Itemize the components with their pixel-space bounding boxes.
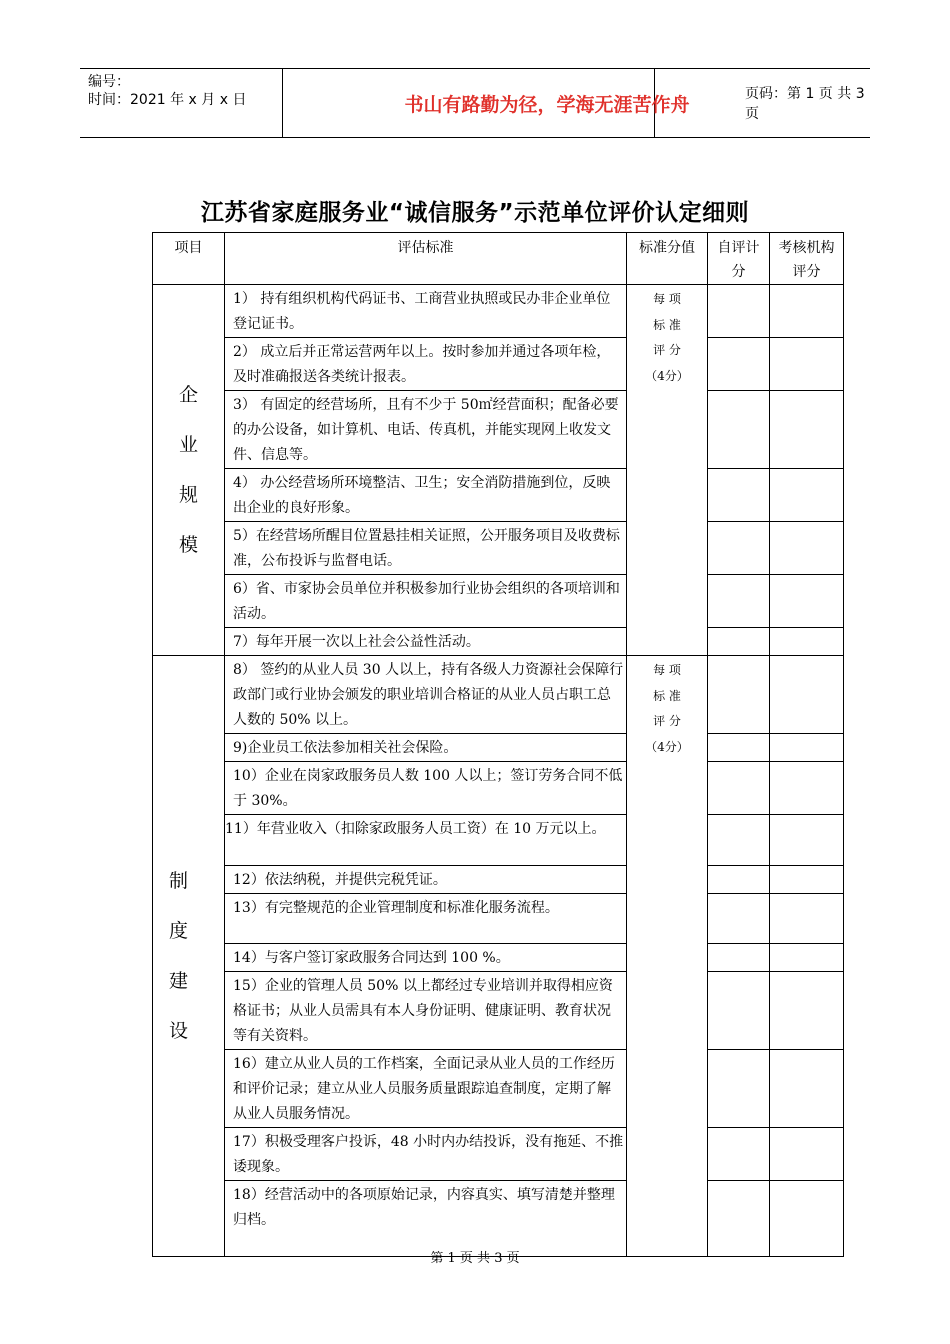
self-score-cell[interactable]: [708, 575, 770, 628]
criteria-cell: 11）年营业收入（扣除家政服务人员工资）在 10 万元以上。: [225, 815, 627, 866]
self-score-cell[interactable]: [708, 1181, 770, 1257]
self-score-cell[interactable]: [708, 1050, 770, 1128]
evaluation-table: [152, 232, 844, 1257]
criteria-cell: 8） 签约的从业人员 30 人以上，持有各级人力资源社会保障行政部门或行业协会颁发的职业培训合格证的从业人员占职工总人数的 50% 以上。: [225, 656, 627, 734]
doc-number-label: 编号：: [88, 74, 130, 90]
table-row: [153, 972, 844, 1050]
table-row: [153, 656, 844, 734]
review-score-cell[interactable]: [770, 894, 844, 944]
criteria-cell: 3） 有固定的经营场所，且有不少于 50㎡经营面积；配备必要的办公设备，如计算机、电话、传真机，并能实现网上收发文件、信息等。: [225, 391, 627, 469]
review-score-cell[interactable]: [770, 338, 844, 391]
header-criteria: 评估标准: [225, 233, 627, 285]
doc-date-label: 时间：2021 年 x 月 x 日: [88, 92, 247, 108]
self-score-cell[interactable]: [708, 628, 770, 656]
table-row: [153, 762, 844, 815]
criteria-cell: 16）建立从业人员的工作档案，全面记录从业人员的工作经历和评价记录；建立从业人员服务质量跟踪追查制度，定期了解从业人员服务情况。: [225, 1050, 627, 1128]
self-score-cell[interactable]: [708, 338, 770, 391]
review-score-cell[interactable]: [770, 391, 844, 469]
review-score-cell[interactable]: [770, 1128, 844, 1181]
criteria-cell: 9)企业员工依法参加相关社会保险。: [225, 734, 627, 762]
document-title: 江苏省家庭服务业“诚信服务”示范单位评价认定细则: [200, 200, 750, 226]
criteria-cell: 4） 办公经营场所环境整洁、卫生；安全消防措施到位，反映出企业的良好形象。: [225, 469, 627, 522]
header-meta: [88, 73, 278, 109]
table-row: [153, 894, 844, 944]
review-score-cell[interactable]: [770, 469, 844, 522]
criteria-cell: 6）省、市家协会员单位并积极参加行业协会组织的各项培训和活动。: [225, 575, 627, 628]
self-score-cell[interactable]: [708, 762, 770, 815]
category-system-building: 制 度 建 设: [153, 656, 225, 1257]
header-std-score: 标准分值: [627, 233, 708, 285]
table-header-row: [153, 233, 844, 285]
review-score-cell[interactable]: [770, 1050, 844, 1128]
review-score-cell[interactable]: [770, 1181, 844, 1257]
review-score-cell[interactable]: [770, 734, 844, 762]
self-score-cell[interactable]: [708, 972, 770, 1050]
self-score-cell[interactable]: [708, 469, 770, 522]
table-row: [153, 866, 844, 894]
table-row: [153, 734, 844, 762]
table-row: [153, 391, 844, 469]
table-row: [153, 815, 844, 866]
header-page-info: 页码：第 1 页 共 3 页: [745, 86, 865, 122]
review-score-cell[interactable]: [770, 522, 844, 575]
header-item: 项目: [153, 233, 225, 285]
review-score-cell[interactable]: [770, 285, 844, 338]
header-self-score: 自评计分: [708, 233, 770, 285]
header-divider: [282, 69, 283, 137]
self-score-cell[interactable]: [708, 734, 770, 762]
self-score-cell[interactable]: [708, 285, 770, 338]
table-row: [153, 1050, 844, 1128]
page-header: [80, 68, 870, 138]
review-score-cell[interactable]: [770, 972, 844, 1050]
review-score-cell[interactable]: [770, 628, 844, 656]
self-score-cell[interactable]: [708, 866, 770, 894]
criteria-cell: 13）有完整规范的企业管理制度和标准化服务流程。: [225, 894, 627, 944]
score-note: 每 项 标 准 评 分 （4分）: [627, 656, 708, 1257]
table-row: [153, 628, 844, 656]
criteria-cell: 1） 持有组织机构代码证书、工商营业执照或民办非企业单位登记证书。: [225, 285, 627, 338]
page-footer: 第 1 页 共 3 页: [430, 1251, 520, 1266]
criteria-cell: 7）每年开展一次以上社会公益性活动。: [225, 628, 627, 656]
table-row: [153, 469, 844, 522]
score-note: 每 项 标 准 评 分 （4分）: [627, 285, 708, 656]
review-score-cell[interactable]: [770, 866, 844, 894]
table-row: [153, 575, 844, 628]
self-score-cell[interactable]: [708, 815, 770, 866]
self-score-cell[interactable]: [708, 656, 770, 734]
table-row: [153, 1128, 844, 1181]
criteria-cell: 15）企业的管理人员 50% 以上都经过专业培训并取得相应资格证书；从业人员需具有本人身份证明、健康证明、教育状况等有关资料。: [225, 972, 627, 1050]
review-score-cell[interactable]: [770, 762, 844, 815]
criteria-cell: 17）积极受理客户投诉，48 小时内办结投诉，没有拖延、不推诿现象。: [225, 1128, 627, 1181]
criteria-cell: 10）企业在岗家政服务员人数 100 人以上；签订劳务合同不低于 30%。: [225, 762, 627, 815]
table-row: [153, 522, 844, 575]
self-score-cell[interactable]: [708, 944, 770, 972]
review-score-cell[interactable]: [770, 656, 844, 734]
criteria-cell: 14）与客户签订家政服务合同达到 100 %。: [225, 944, 627, 972]
self-score-cell[interactable]: [708, 391, 770, 469]
review-score-cell[interactable]: [770, 815, 844, 866]
criteria-cell: 12）依法纳税，并提供完税凭证。: [225, 866, 627, 894]
category-enterprise-scale: 企 业 规 模: [153, 285, 225, 656]
table-row: [153, 944, 844, 972]
header-review-score: 考核机构评分: [770, 233, 844, 285]
criteria-cell: 5）在经营场所醒目位置悬挂相关证照，公开服务项目及收费标准，公布投诉与监督电话。: [225, 522, 627, 575]
table-row: [153, 285, 844, 338]
review-score-cell[interactable]: [770, 944, 844, 972]
self-score-cell[interactable]: [708, 894, 770, 944]
criteria-cell: 18）经营活动中的各项原始记录，内容真实、填写清楚并整理归档。: [225, 1181, 627, 1257]
criteria-cell: 2） 成立后并正常运营两年以上。按时参加并通过各项年检，及时准确报送各类统计报表。: [225, 338, 627, 391]
table-row: [153, 1181, 844, 1257]
review-score-cell[interactable]: [770, 575, 844, 628]
header-motto: 书山有路勤为径，学海无涯苦作舟: [404, 93, 690, 116]
self-score-cell[interactable]: [708, 522, 770, 575]
table-row: [153, 338, 844, 391]
self-score-cell[interactable]: [708, 1128, 770, 1181]
